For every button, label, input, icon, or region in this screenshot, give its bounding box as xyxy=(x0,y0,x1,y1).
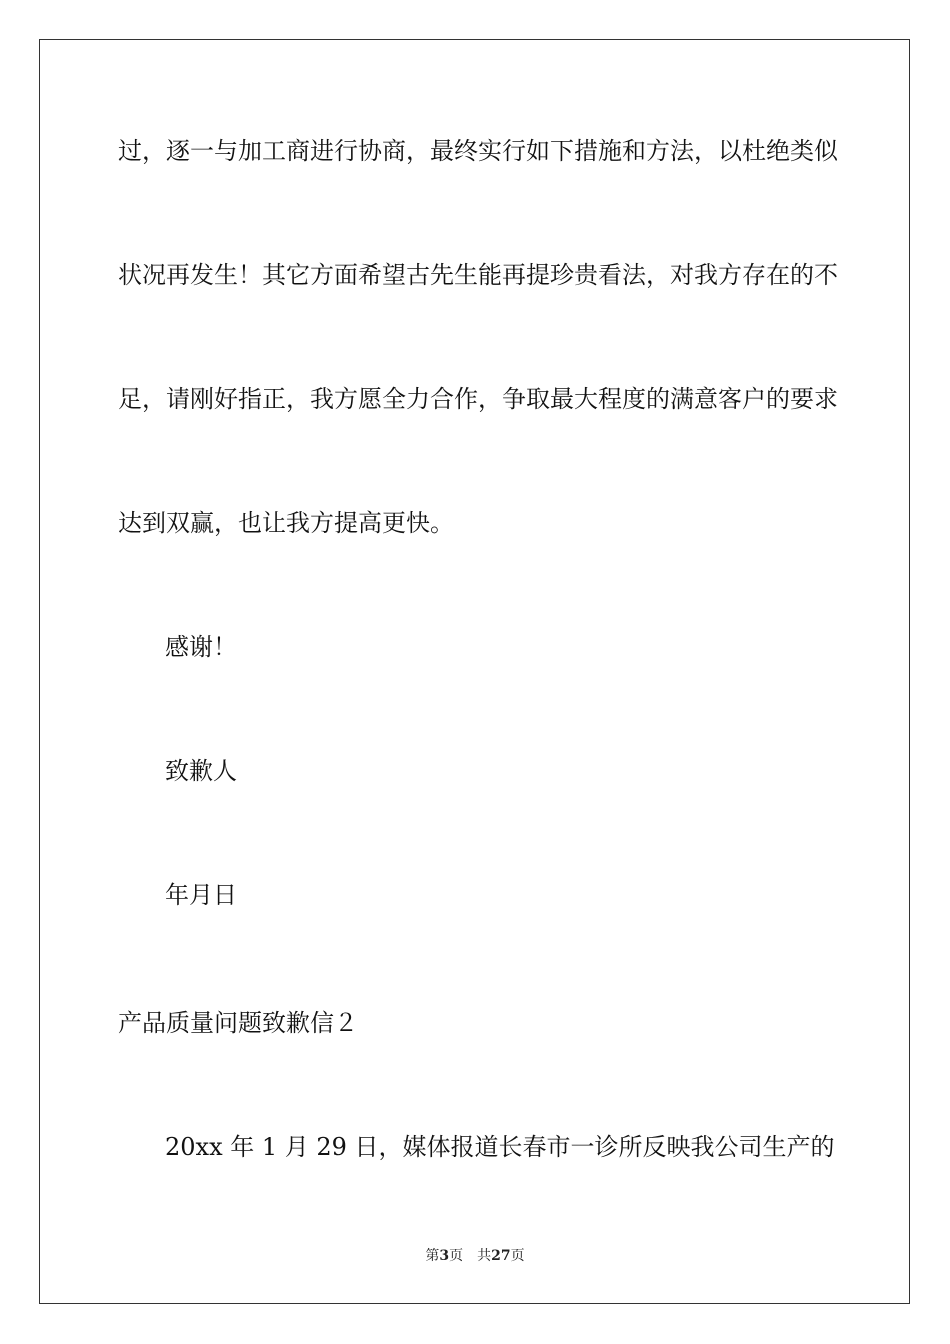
body-text-line-1: 过，逐一与加工商进行协商，最终实行如下措施和方法，以杜绝类似 xyxy=(118,137,838,165)
footer-page-prefix: 第 xyxy=(425,1248,440,1264)
footer-total-pages: 27 xyxy=(491,1248,511,1264)
page-footer xyxy=(0,1247,950,1265)
footer-page-number: 3 xyxy=(439,1248,450,1264)
section-heading: 产品质量问题致歉信２ xyxy=(118,1009,358,1037)
footer-page-suffix: 页 xyxy=(449,1248,464,1264)
footer-total-prefix: 共 xyxy=(477,1248,492,1264)
body-text-line-5: 20xx 年 1 月 29 日，媒体报道长春市一诊所反映我公司生产的 xyxy=(165,1133,835,1161)
signature-label: 致歉人 xyxy=(165,757,237,785)
footer-total-suffix: 页 xyxy=(510,1248,525,1264)
body-text-line-4: 达到双赢，也让我方提高更快。 xyxy=(118,509,454,537)
page-border xyxy=(39,39,910,1304)
body-text-line-3: 足，请刚好指正，我方愿全力合作，争取最大程度的满意客户的要求 xyxy=(118,385,838,413)
closing-thanks: 感谢！ xyxy=(165,633,237,661)
date-label: 年月日 xyxy=(165,881,237,909)
body-text-line-2: 状况再发生！其它方面希望古先生能再提珍贵看法，对我方存在的不 xyxy=(118,261,838,289)
